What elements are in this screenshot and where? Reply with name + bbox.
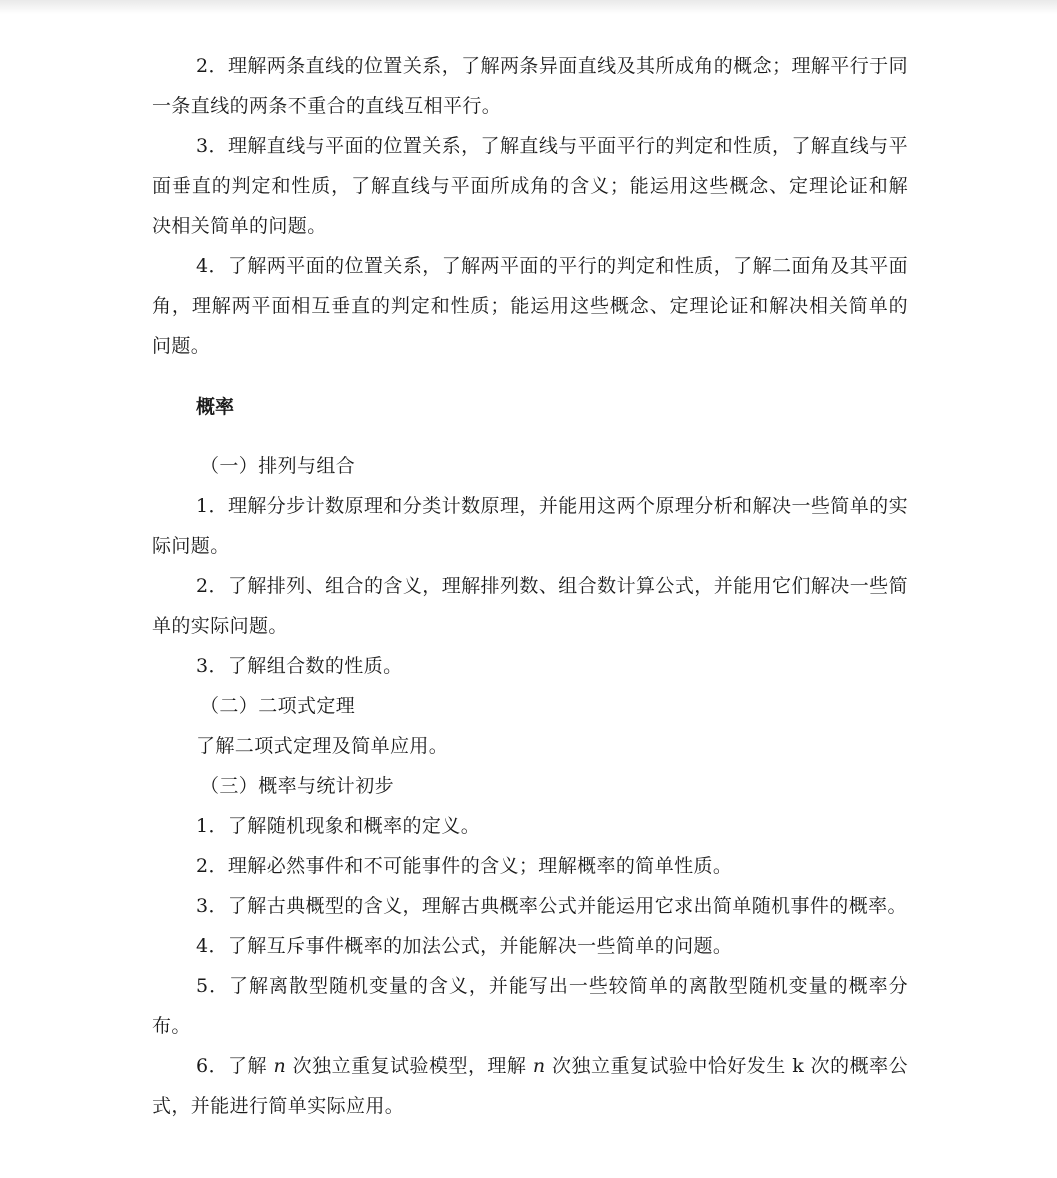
item6-part-c: 次独立重复试验中恰好发生 k 次的概率公式，并能进行简单实际应用。 (152, 1055, 908, 1117)
item6-part-b: 次独立重复试验模型，理解 (286, 1055, 533, 1077)
list-item: 2．理解必然事件和不可能事件的含义；理解概率的简单性质。 (196, 855, 733, 877)
list-item: 3．了解组合数的性质。 (196, 655, 403, 677)
top-shadow-bar (0, 0, 1057, 14)
paragraph-4: 4．了解两平面的位置关系，了解两平面的平行的判定和性质，了解二面角及其平面角，理解两平面相互垂直的判定和性质；能运用这些概念、定理论证和解决相关简单的问题。 (152, 255, 908, 357)
subsection-heading-permutation: （一）排列与组合 (200, 455, 356, 477)
list-item: 5．了解离散型随机变量的含义，并能写出一些较简单的离散型随机变量的概率分布。 (152, 975, 908, 1037)
subsection-heading-statistics: （三）概率与统计初步 (200, 775, 395, 797)
list-item-6 (152, 1046, 908, 1126)
variable-n: n (273, 1055, 287, 1077)
list-item: 2．了解排列、组合的含义，理解排列数、组合数计算公式，并能用它们解决一些简单的实际问题。 (152, 575, 908, 637)
list-item: 1．了解随机现象和概率的定义。 (196, 815, 481, 837)
paragraph-3: 3．理解直线与平面的位置关系，了解直线与平面平行的判定和性质，了解直线与平面垂直的判定和性质，了解直线与平面所成角的含义；能运用这些概念、定理论证和解决相关简单的问题。 (152, 135, 908, 237)
list-item: 3．了解古典概型的含义，理解古典概率公式并能运用它求出简单随机事件的概率。 (196, 895, 907, 917)
document-page (152, 46, 908, 1126)
paragraph-2: 2．理解两条直线的位置关系，了解两条异面直线及其所成角的概念；理解平行于同一条直线的两条不重合的直线互相平行。 (152, 55, 908, 117)
paragraph-binomial: 了解二项式定理及简单应用。 (196, 735, 449, 757)
subsection-heading-binomial: （二）二项式定理 (200, 695, 356, 717)
list-item: 4．了解互斥事件概率的加法公式，并能解决一些简单的问题。 (196, 935, 733, 957)
list-item: 1．理解分步计数原理和分类计数原理，并能用这两个原理分析和解决一些简单的实际问题。 (152, 495, 908, 557)
item6-part-a: 6．了解 (196, 1055, 274, 1077)
section-title-probability: 概率 (196, 396, 235, 418)
variable-n: n (532, 1055, 546, 1077)
